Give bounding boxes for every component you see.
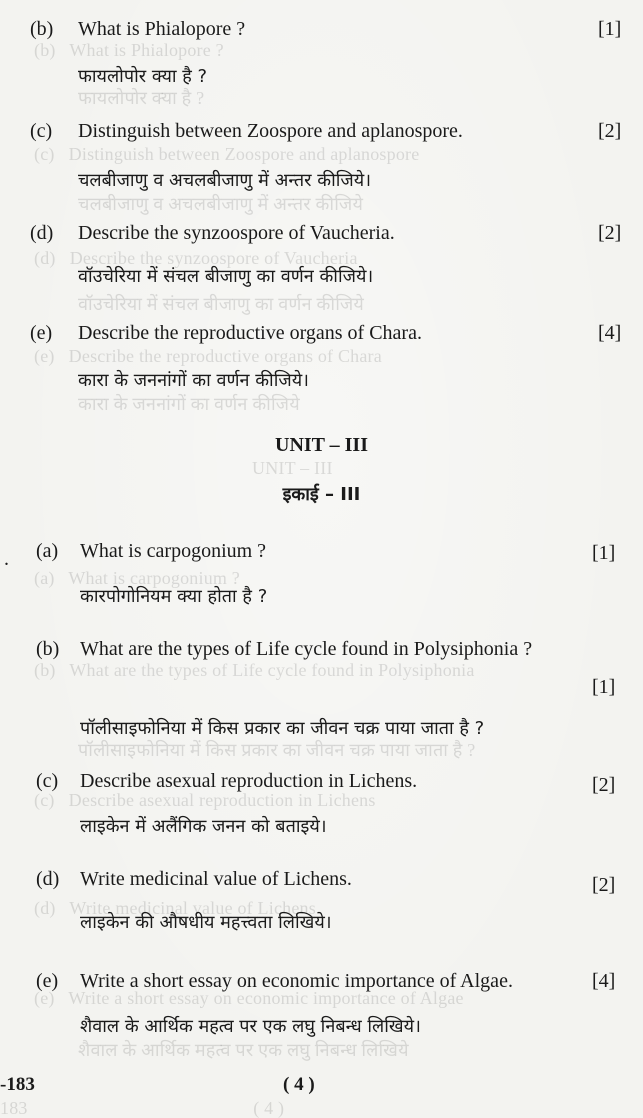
question-text-en: What is carpogonium ? xyxy=(80,540,267,562)
page-number: ( 4 ) xyxy=(283,1074,315,1095)
question-label: (b) xyxy=(30,18,54,40)
show-through-text: (b) What is Phialopore ? xyxy=(34,40,224,60)
question-label: (b) xyxy=(36,638,60,660)
show-through-text: चलबीजाणु व अचलबीजाणु में अन्तर कीजिये xyxy=(78,194,364,214)
marks: [4] xyxy=(598,322,622,344)
question-label: (a) xyxy=(36,540,59,562)
marks: [2] xyxy=(592,774,616,796)
marks: [2] xyxy=(598,120,622,142)
question-label: (c) xyxy=(36,770,59,792)
show-through-text: (c) Describe asexual reproduction in Lichens xyxy=(34,790,376,810)
question-label: (e) xyxy=(30,322,53,344)
unit-heading-en: UNIT – III xyxy=(275,434,368,456)
question-number-fragment: . xyxy=(4,548,9,570)
question-text-en: Describe the synzoospore of Vaucheria. xyxy=(78,222,395,244)
marks: [1] xyxy=(598,18,622,40)
question-label: (d) xyxy=(30,222,54,244)
question-text-hi: फायलोपोर क्या है ? xyxy=(78,66,208,87)
unit-heading-hi: इकाई – III xyxy=(282,484,361,505)
question-text-hi: लाइकेन में अलैंगिक जनन को बताइये। xyxy=(80,816,327,837)
question-text-en: Describe the reproductive organs of Chara. xyxy=(78,322,422,344)
question-text-hi: वॉउचेरिया में संचल बीजाणु का वर्णन कीजिये। xyxy=(78,266,374,287)
question-text-en: What is Phialopore ? xyxy=(78,18,246,40)
question-text-hi: शैवाल के आर्थिक महत्व पर एक लघु निबन्ध लिखिये। xyxy=(80,1016,421,1037)
show-through-text: 183 ( 4 ) xyxy=(0,1098,285,1118)
show-through-text: (d) Write medicinal value of Lichens xyxy=(34,898,316,918)
question-text-en: Write medicinal value of Lichens. xyxy=(80,868,352,890)
show-through-text: (c) Distinguish between Zoospore and aplanospore xyxy=(34,144,420,164)
marks: [4] xyxy=(592,970,616,992)
marks: [1] xyxy=(592,542,616,564)
question-text-en: Describe asexual reproduction in Lichens. xyxy=(80,770,418,792)
question-label: (d) xyxy=(36,868,60,890)
question-text-hi: चलबीजाणु व अचलबीजाणु में अन्तर कीजिये। xyxy=(78,170,372,191)
show-through-text: पॉलीसाइफोनिया में किस प्रकार का जीवन चक्र पाया जाता है ? xyxy=(78,740,476,760)
show-through-text: वॉउचेरिया में संचल बीजाणु का वर्णन कीजिये xyxy=(78,294,365,314)
question-text-en: Distinguish between Zoospore and aplanospore. xyxy=(78,120,463,142)
question-text-en: Write a short essay on economic importance of Algae. xyxy=(80,970,513,992)
show-through-text: (b) What are the types of Life cycle found in Polysiphonia xyxy=(34,660,475,680)
question-text-hi: लाइकेन की औषधीय महत्त्वता लिखिये। xyxy=(80,912,332,933)
marks: [2] xyxy=(592,874,616,896)
question-label: (c) xyxy=(30,120,53,142)
marks: [1] xyxy=(592,676,616,698)
marks: [2] xyxy=(598,222,622,244)
question-text-hi: पॉलीसाइफोनिया में किस प्रकार का जीवन चक्र पाया जाता है ? xyxy=(80,718,485,739)
show-through-text: फायलोपोर क्या है ? xyxy=(78,88,205,108)
show-through-text: UNIT – III xyxy=(252,458,333,478)
question-text-en: What are the types of Life cycle found in Polysiphonia ? xyxy=(80,638,533,660)
question-text-hi: कारपोगोनियम क्या होता है ? xyxy=(80,586,268,607)
question-text-hi: कारा के जननांगों का वर्णन कीजिये। xyxy=(78,370,309,391)
show-through-text: (d) Describe the synzoospore of Vaucheria xyxy=(34,248,358,268)
show-through-text: (e) Describe the reproductive organs of Chara xyxy=(34,346,382,366)
paper-code: -183 xyxy=(0,1074,35,1095)
show-through-text: (a) What is carpogonium ? xyxy=(34,568,241,588)
show-through-text: (e) Write a short essay on economic importance of Algae xyxy=(34,988,464,1008)
question-label: (e) xyxy=(36,970,59,992)
show-through-text: कारा के जननांगों का वर्णन कीजिये xyxy=(78,394,300,414)
show-through-text: शैवाल के आर्थिक महत्व पर एक लघु निबन्ध लिखिये xyxy=(78,1040,409,1060)
